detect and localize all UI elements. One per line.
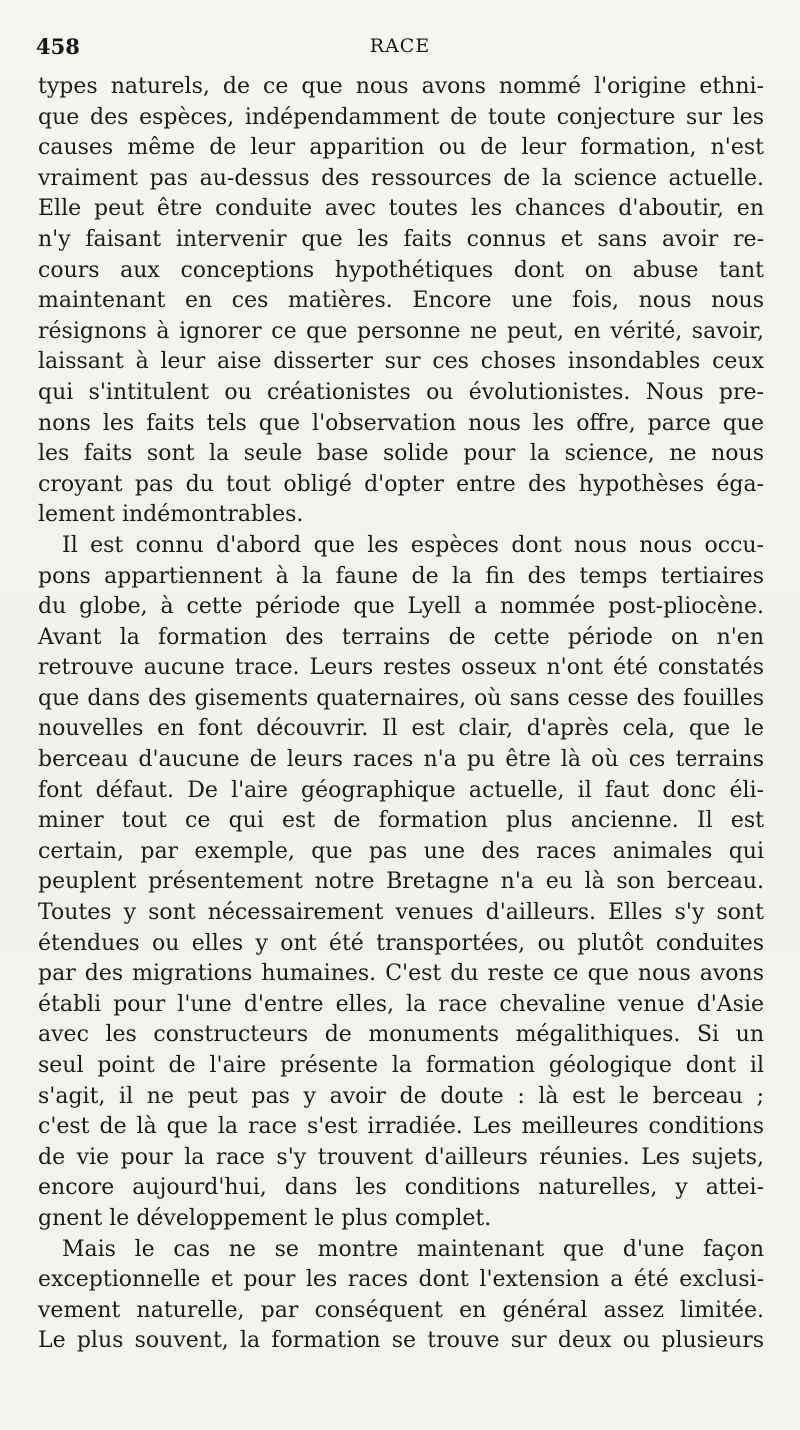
text-line: croyant pas du tout obligé d'opter entre des hypothèses éga- xyxy=(38,471,764,497)
text-line: gnent le développement le plus complet. xyxy=(38,1205,492,1231)
text-line: vement naturelle, par conséquent en général assez limitée. xyxy=(38,1297,764,1323)
text-line: Mais le cas ne se montre maintenant que d'une façon xyxy=(62,1236,764,1262)
text-line: lement indémontrables. xyxy=(38,502,304,528)
text-line: causes même de leur apparition ou de leur formation, n'est xyxy=(38,135,764,161)
text-line: établi pour l'une d'entre elles, la race chevaline venue d'Asie xyxy=(38,991,764,1017)
text-line: pons appartiennent à la faune de la fin des temps tertiaires xyxy=(38,563,764,589)
text-line: peuplent présentement notre Bretagne n'a eu là son berceau. xyxy=(38,869,764,895)
running-head xyxy=(34,34,766,64)
text-line: c'est de là que la race s'est irradiée. Les meilleures conditions xyxy=(38,1114,764,1140)
text-line: qui s'intitulent ou créationistes ou évolutionistes. Nous pre- xyxy=(38,379,764,405)
text-line: font défaut. De l'aire géographique actuelle, il faut donc éli- xyxy=(38,777,764,803)
text-line: laissant à leur aise disserter sur ces choses insondables ceux xyxy=(38,349,764,375)
text-line: nons les faits tels que l'observation nous les offre, parce que xyxy=(38,410,764,436)
paragraph xyxy=(38,531,764,1235)
text-line: nouvelles en font découvrir. Il est clair, d'après cela, que le xyxy=(38,716,764,742)
text-line: types naturels, de ce que nous avons nommé l'origine ethni- xyxy=(38,74,764,99)
page-number: 458 xyxy=(36,34,80,59)
text-line: cours aux conceptions hypothétiques dont on abuse tant xyxy=(38,257,764,283)
running-title: RACE xyxy=(369,35,431,57)
text-line: avec les constructeurs de monuments mégalithiques. Si un xyxy=(38,1022,764,1048)
text-line: Le plus souvent, la formation se trouve sur deux ou plusieurs xyxy=(38,1328,764,1354)
text-line: n'y faisant intervenir que les faits connus et sans avoir re- xyxy=(38,226,764,252)
paragraph xyxy=(38,1235,764,1357)
text-line: de vie pour la race s'y trouvent d'ailleurs réunies. Les sujets, xyxy=(38,1144,764,1170)
text-line: étendues ou elles y ont été transportées, ou plutôt conduites xyxy=(38,930,764,956)
text-line: berceau d'aucune de leurs races n'a pu être là où ces terrains xyxy=(38,747,764,773)
paragraph xyxy=(38,72,764,531)
body-text xyxy=(38,72,764,1357)
text-line: que dans des gisements quaternaires, où sans cesse des fouilles xyxy=(38,685,764,711)
text-line: que des espèces, indépendamment de toute conjecture sur les xyxy=(38,104,764,130)
text-line: du globe, à cette période que Lyell a nommée post-pliocène. xyxy=(38,594,764,620)
text-line: encore aujourd'hui, dans les conditions naturelles, y attei- xyxy=(38,1175,764,1201)
text-line: maintenant en ces matières. Encore une fois, nous nous xyxy=(38,288,764,314)
text-line: résignons à ignorer ce que personne ne peut, en vérité, savoir, xyxy=(38,318,764,344)
text-line: Avant la formation des terrains de cette période on n'en xyxy=(38,624,764,650)
text-line: Toutes y sont nécessairement venues d'ailleurs. Elles s'y sont xyxy=(38,900,764,926)
text-line: s'agit, il ne peut pas y avoir de doute : là est le berceau ; xyxy=(38,1083,764,1109)
text-line: certain, par exemple, que pas une des races animales qui xyxy=(38,838,764,864)
text-line: vraiment pas au-dessus des ressources de la science actuelle. xyxy=(38,165,764,191)
text-line: exceptionnelle et pour les races dont l'extension a été exclusi- xyxy=(38,1267,764,1293)
text-line: retrouve aucune trace. Leurs restes osseux n'ont été constatés xyxy=(38,655,764,681)
text-line: seul point de l'aire présente la formation géologique dont il xyxy=(38,1053,764,1078)
text-line: par des migrations humaines. C'est du reste ce que nous avons xyxy=(38,961,764,987)
text-line: Elle peut être conduite avec toutes les chances d'aboutir, en xyxy=(38,196,764,222)
text-line: miner tout ce qui est de formation plus ancienne. Il est xyxy=(38,808,764,834)
text-line: les faits sont la seule base solide pour la science, ne nous xyxy=(38,441,764,467)
text-line: Il est connu d'abord que les espèces dont nous nous occu- xyxy=(62,532,764,558)
